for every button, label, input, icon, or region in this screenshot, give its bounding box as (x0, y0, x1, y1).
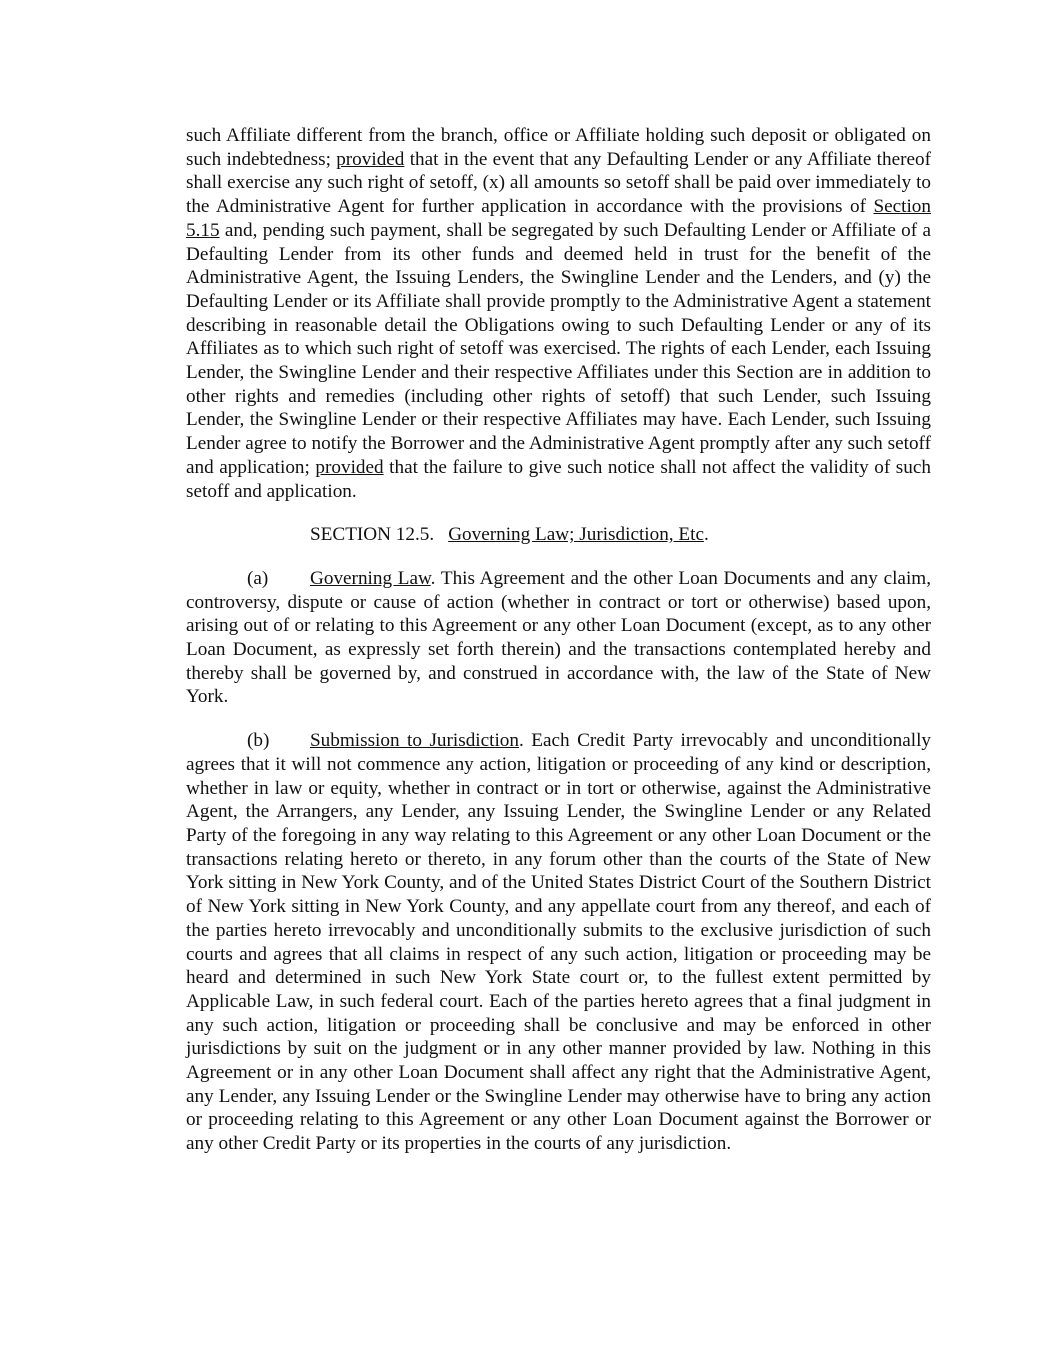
setoff-continuation-paragraph (186, 124, 931, 503)
intro-text-2: that in the event that any Defaulting Lender or any Affiliate thereof shall exercise any such right of setoff, (x) all amounts so setoff shall be paid over immediately to the Administrative Agent for further application in accordance with the provisions of (186, 148, 931, 218)
paragraph-marker-a: (a) (247, 567, 269, 589)
intro-text-4: that the failure to give such notice shall not affect the validity of such setoff and application. (186, 456, 931, 502)
section-reference: Section 5.15 (186, 196, 931, 241)
intro-text-1: such Affiliate different from the branch, office or Affiliate holding such deposit or obligated on such indebtedness; (186, 125, 931, 170)
jurisdiction-text: . Each Credit Party irrevocably and unconditionally agrees that it will not commence any action, litigation or proceeding of any kind or description, whether in law or equity, whether in contract or in tort or otherwise, against the Administrative Agent, the Arrangers, any Lender, any Issuing Lender, the Swingline Lender or any Related Party of the foregoing in any way relating to this Agreement or any other Loan Document or the transactions relating hereto or thereto, in any forum other than the courts of the State of New York sitting in New York County, and of the United States District Court of the Southern District of New York sitting in New York County, and any appellate court from any thereof, and each of the parties hereto irrevocably and unconditionally submits to the exclusive jurisdiction of such courts and agrees that all claims in respect of any such action, litigation or proceeding may be heard and determined in such New York State court or, to the fullest extent permitted by Applicable Law, in such federal court. Each of the parties hereto agrees that a final judgment in any such action, litigation or proceeding shall be conclusive and may be enforced in other jurisdictions by suit on the judgment or in any other manner provided by law. Nothing in this Agreement or in any other Loan Document shall affect any right that the Administrative Agent, any Lender, any Issuing Lender or the Swingline Lender may otherwise have to bring any action or proceeding relating to this Agreement or any other Loan Document against the Borrower or any other Credit Party or its properties in the courts of any jurisdiction. (186, 730, 931, 1155)
provided-term-1: provided (336, 148, 405, 170)
jurisdiction-title: Submission to Jurisdiction (310, 730, 519, 752)
jurisdiction-paragraph (186, 729, 931, 1156)
section-number: SECTION 12.5. (310, 524, 435, 546)
governing-law-text: . This Agreement and the other Loan Documents and any claim, controversy, dispute or cause of action (whether in contract or tort or otherwise) based upon, arising out of or relating to this Agreement or any other Loan Document (except, as to any other Loan Document, as expressly set forth therein) and the transactions contemplated hereby and thereby shall be governed by, and construed in accordance with, the law of the State of New York. (186, 567, 931, 708)
section-heading (186, 523, 931, 547)
section-title-period: . (703, 524, 709, 546)
governing-law-title: Governing Law (310, 567, 431, 589)
governing-law-paragraph (186, 567, 931, 709)
provided-term-2: provided (315, 456, 384, 478)
document-page (186, 124, 931, 1156)
section-title: Governing Law; Jurisdiction, Etc (448, 524, 704, 546)
intro-text-3: and, pending such payment, shall be segregated by such Defaulting Lender or Affiliate of a Defaulting Lender from its other funds and deemed held in trust for the benefit of the Administrative Agent, the Issuing Lenders, the Swingline Lender and the Lenders, and (y) the Defaulting Lender or its Affiliate shall provide promptly to the Administrative Agent a statement describing in reasonable detail the Obligations owing to such Defaulting Lender or any of its Affiliates as to which such right of setoff was exercised. The rights of each Lender, each Issuing Lender, the Swingline Lender and their respective Affiliates under this Section are in addition to other rights and remedies (including other rights of setoff) that such Lender, such Issuing Lender, the Swingline Lender or their respective Affiliates may have. Each Lender, such Issuing Lender agree to notify the Borrower and the Administrative Agent promptly after any such setoff and application; (186, 219, 931, 478)
paragraph-marker-b: (b) (247, 730, 270, 752)
